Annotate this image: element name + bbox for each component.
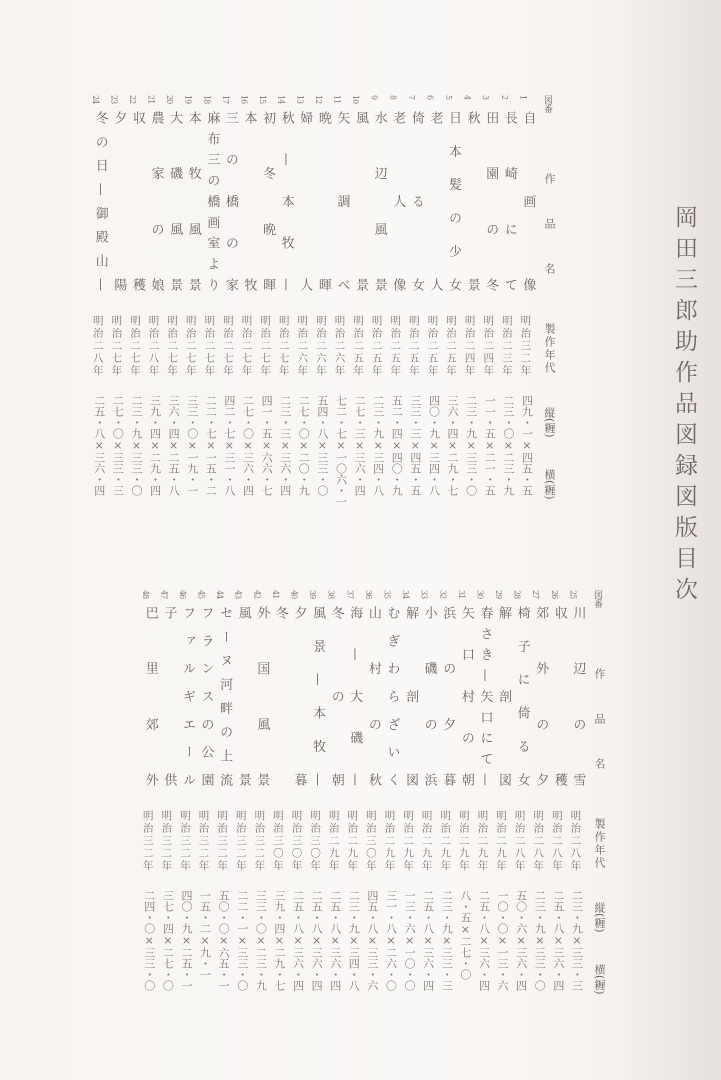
plate-number: 41 [270, 590, 280, 599]
list-item [250, 590, 269, 1010]
dimensions: 一三・六×一〇・〇 [403, 890, 417, 991]
dimensions: 二七・〇×三六・四 [241, 395, 255, 496]
work-title: 郊外の夕 [533, 606, 549, 786]
list-item [423, 95, 442, 515]
production-year: 明治二四年 [482, 315, 495, 378]
work-title: 矢調べ [334, 111, 350, 291]
list-item [163, 95, 182, 515]
list-item [126, 95, 145, 515]
work-title: むぎわらざいく [384, 606, 400, 786]
work-title: 冬の朝 [328, 606, 344, 786]
header-width: 横(糎) [543, 469, 556, 500]
work-title: 小磯の浜 [421, 606, 437, 786]
work-title: 矢口村の朝 [458, 606, 474, 786]
plate-number: 35 [382, 590, 392, 599]
production-year: 明治二八年 [532, 810, 545, 873]
work-title: 自画像 [520, 111, 536, 291]
list-item [238, 95, 257, 515]
list-item [139, 590, 158, 1010]
work-title: 田園の冬 [483, 111, 499, 291]
dimensions: 五四・八×三三・〇 [315, 395, 329, 496]
header-height: 縦(糎) [593, 902, 606, 933]
list-item [399, 590, 418, 1010]
dimensions: 八・五×二七・〇 [458, 890, 472, 980]
plate-list-bottom [139, 590, 613, 1010]
work-title: 浜の夕暮 [440, 606, 456, 786]
plate-number: 7 [406, 95, 416, 100]
header-plate-number: 図番 [592, 590, 602, 608]
dimensions: 五〇・六×三六・四 [514, 890, 528, 991]
work-title: 海—大磯— [347, 606, 363, 786]
list-item [455, 590, 474, 1010]
list-item [566, 590, 585, 1010]
dimensions: 三三・三×四五・五 [408, 395, 422, 496]
plate-number: 31 [456, 590, 466, 599]
plate-number: 15 [258, 95, 268, 104]
dimensions: 二三・九×三四・八 [371, 395, 385, 496]
plate-number: 44 [215, 590, 225, 599]
dimensions: 二三・九×三三・〇 [129, 395, 143, 496]
production-year: 明治二九年 [439, 810, 452, 873]
list-item [269, 590, 288, 1010]
work-title: 老人 [427, 111, 443, 291]
production-year: 明治二七年 [240, 315, 253, 378]
list-item [306, 590, 325, 1010]
list-item [182, 95, 201, 515]
production-year: 明治二七年 [184, 315, 197, 378]
list-item [176, 590, 195, 1010]
dimensions: 二五・八×三六・四 [477, 890, 491, 991]
list-item [492, 590, 511, 1010]
dimensions: 四二・七×三一・八 [222, 395, 236, 496]
list-item [498, 95, 517, 515]
work-title: 老人像 [390, 111, 406, 291]
work-title: 収穫 [129, 111, 145, 291]
list-item [288, 590, 307, 1010]
production-year: 明治三〇年 [290, 810, 303, 873]
dimensions: 二三・九×三三・三 [440, 890, 454, 991]
list-item [312, 95, 331, 515]
list-item [418, 590, 437, 1010]
header-height: 縦(糎) [543, 407, 556, 438]
list-item [325, 590, 344, 1010]
plate-number: 42 [252, 590, 262, 599]
list-item [479, 95, 498, 515]
work-title: 子供 [161, 606, 177, 786]
production-year: 明治三二年 [197, 810, 210, 873]
dimensions: 二七・〇×三三・三 [111, 395, 125, 496]
production-year: 明治二八年 [513, 810, 526, 873]
dimensions: 四九・一×四五・五 [520, 395, 534, 496]
work-title: 巴里郊外 [142, 606, 158, 786]
column-headers [585, 590, 613, 1010]
plate-number: 43 [233, 590, 243, 599]
work-title: 日本髪の少女 [446, 111, 462, 291]
dimensions: 三三・〇×二三・九 [254, 890, 268, 991]
work-title: 川辺の雪 [570, 606, 586, 786]
work-title: 風景—本牧— [310, 606, 326, 786]
plate-number: 29 [494, 590, 504, 599]
work-title: 晩暉 [315, 111, 331, 291]
production-year: 明治二九年 [346, 810, 359, 873]
production-year: 明治三二年 [253, 810, 266, 873]
dimensions: 二三・三×三六・四 [278, 395, 292, 496]
list-item [516, 95, 535, 515]
plate-number: 28 [512, 590, 522, 599]
dimensions: 三九・四×二九・四 [148, 395, 162, 496]
dimensions: 三六・四×二九・七 [446, 395, 460, 496]
dimensions: 二五・八×三六・四 [421, 890, 435, 991]
list-item [157, 590, 176, 1010]
production-year: 明治二六年 [314, 315, 327, 378]
plate-number: 45 [196, 590, 206, 599]
entries-top [89, 95, 535, 515]
plate-number: 47 [159, 590, 169, 599]
plate-list-top [89, 95, 563, 515]
work-title: 秋景 [464, 111, 480, 291]
header-plate-number: 図番 [542, 95, 552, 113]
dimensions: 三一・八×二六・〇 [384, 890, 398, 991]
work-title: 冬 [272, 606, 288, 619]
list-item [275, 95, 294, 515]
dimensions: 一〇・〇×一三・六 [496, 890, 510, 991]
work-title: 麻布三の橋画室より [204, 111, 220, 291]
column-headers [535, 95, 563, 515]
dimensions: 一一・五×二一・五 [483, 395, 497, 496]
plate-number: 25 [568, 590, 578, 599]
list-item [232, 590, 251, 1010]
production-year: 明治二九年 [383, 810, 396, 873]
entries-bottom [139, 590, 585, 1010]
plate-number: 20 [165, 95, 175, 104]
list-item [200, 95, 219, 515]
dimensions: 三九・四×二九・七 [272, 890, 286, 991]
work-title: 長崎にて [501, 111, 517, 291]
plate-number: 46 [177, 590, 187, 599]
dimensions: 二五・八×三六・四 [551, 890, 565, 991]
dimensions: 七二・七×一〇六・一 [334, 395, 348, 507]
work-title: 外国風景 [254, 606, 270, 786]
plate-number: 40 [289, 590, 299, 599]
production-year: 明治二七年 [277, 315, 290, 378]
dimensions: 三七・四×二七・〇 [161, 890, 175, 991]
plate-number: 1 [518, 95, 528, 100]
production-year: 明治二五年 [352, 315, 365, 378]
production-year: 明治二五年 [426, 315, 439, 378]
work-title: 本牧 [241, 111, 257, 291]
list-item [362, 590, 381, 1010]
plate-number: 32 [438, 590, 448, 599]
list-item [529, 590, 548, 1010]
plate-number: 13 [295, 95, 305, 104]
production-year: 明治二五年 [389, 315, 402, 378]
work-title: 秋—本牧— [278, 111, 294, 291]
list-item [293, 95, 312, 515]
plate-number: 27 [531, 590, 541, 599]
work-title: 風景 [353, 111, 369, 291]
production-year: 明治二七年 [203, 315, 216, 378]
dimensions: 二五・八×三六・四 [328, 890, 342, 991]
production-year: 明治二七年 [259, 315, 272, 378]
dimensions: 五〇・〇×六五・一 [217, 890, 231, 991]
work-title: 椅子に倚る女 [514, 606, 530, 786]
plate-number: 26 [549, 590, 559, 599]
production-year: 明治二九年 [457, 810, 470, 873]
page-title: 岡田三郎助作品図録図版目次 [671, 205, 697, 608]
list-item [436, 590, 455, 1010]
production-year: 明治二八年 [550, 810, 563, 873]
work-title: 解剖図 [496, 606, 512, 786]
list-item [442, 95, 461, 515]
dimensions: 二五・八×三六・四 [291, 890, 305, 991]
plate-number: 22 [127, 95, 137, 104]
production-year: 明治二八年 [147, 315, 160, 378]
work-title: 夕陽 [111, 111, 127, 291]
production-year: 明治二三年 [500, 315, 513, 378]
plate-number: 37 [345, 590, 355, 599]
work-title: フランスの公園 [198, 606, 214, 786]
dimensions: 二二・一×三三・〇 [235, 890, 249, 991]
production-year: 明治三二年 [160, 810, 173, 873]
dimensions: 二四・〇×三三・〇 [142, 890, 156, 991]
plate-number: 18 [202, 95, 212, 104]
plate-number: 10 [351, 95, 361, 104]
work-title: 風景 [235, 606, 251, 786]
production-year: 明治三二年 [216, 810, 229, 873]
plate-number: 24 [90, 95, 100, 104]
plate-number: 33 [419, 590, 429, 599]
plate-number: 17 [220, 95, 230, 104]
production-year: 明治二六年 [296, 315, 309, 378]
list-item [107, 95, 126, 515]
work-title: 初冬晩暉 [260, 111, 276, 291]
dimensions: 四一・五×六六・七 [260, 395, 274, 496]
production-year: 明治三二年 [519, 315, 532, 378]
production-year: 明治二四年 [463, 315, 476, 378]
plate-number: 16 [239, 95, 249, 104]
production-year: 明治三二年 [178, 810, 191, 873]
production-year: 明治二六年 [333, 315, 346, 378]
header-year: 製作年代 [543, 323, 556, 375]
list-item [461, 95, 480, 515]
dimensions: 二三・〇×二三・九 [501, 395, 515, 496]
production-year: 明治二八年 [569, 810, 582, 873]
list-item [368, 95, 387, 515]
dimensions: 二五・八×三六・四 [310, 890, 324, 991]
work-title: 水辺風景 [371, 111, 387, 291]
plate-number: 3 [481, 95, 491, 100]
header-work-title: 作品名 [543, 173, 556, 308]
work-title: 収穫 [551, 606, 567, 786]
plate-number: 38 [326, 590, 336, 599]
work-title: 倚る女 [408, 111, 424, 291]
plate-number: 6 [425, 95, 435, 100]
work-title: ファルギエール [179, 606, 195, 786]
production-year: 明治二九年 [495, 810, 508, 873]
list-item [548, 590, 567, 1010]
list-item [89, 95, 108, 515]
list-item [473, 590, 492, 1010]
production-year: 明治二五年 [445, 315, 458, 378]
production-year: 明治二七年 [166, 315, 179, 378]
work-title: 本牧風景 [185, 111, 201, 291]
work-title: 婦人 [297, 111, 313, 291]
work-title: セーヌ河畔の上流 [217, 606, 233, 786]
production-year: 明治二九年 [402, 810, 415, 873]
list-item [386, 95, 405, 515]
plate-number: 48 [140, 590, 150, 599]
work-title: 農家の娘 [148, 111, 164, 291]
dimensions: 二七・三×三六・四 [353, 395, 367, 496]
list-item [511, 590, 530, 1010]
dimensions: 二三・九×三三・三 [570, 890, 584, 991]
plate-number: 21 [146, 95, 156, 104]
production-year: 明治三二年 [141, 810, 154, 873]
list-item [213, 590, 232, 1010]
plate-number: 23 [109, 95, 119, 104]
dimensions: 二三・九×三三・〇 [533, 890, 547, 991]
dimensions: 二二・七×一五・二 [204, 395, 218, 496]
dimensions: 二七・〇×二〇・九 [297, 395, 311, 496]
plate-number: 30 [475, 590, 485, 599]
list-item [145, 95, 164, 515]
plate-number: 11 [332, 95, 342, 104]
list-item [380, 590, 399, 1010]
production-year: 明治二八年 [91, 315, 104, 378]
list-item [256, 95, 275, 515]
header-width: 横(糎) [593, 964, 606, 995]
header-work-title: 作品名 [593, 668, 606, 803]
plate-number: 36 [363, 590, 373, 599]
plate-number: 14 [276, 95, 286, 104]
production-year: 明治二七年 [221, 315, 234, 378]
production-year: 明治二五年 [370, 315, 383, 378]
work-title: 解剖図 [403, 606, 419, 786]
work-title: 山村の秋 [365, 606, 381, 786]
dimensions: 五二・四×四〇・九 [390, 395, 404, 496]
plate-number: 34 [401, 590, 411, 599]
dimensions: 二五・八×三六・四 [92, 395, 106, 496]
plate-number: 2 [499, 95, 509, 100]
list-item [405, 95, 424, 515]
list-item [343, 590, 362, 1010]
production-year: 明治三〇年 [364, 810, 377, 873]
work-title: 冬の日—御殿山— [92, 111, 108, 291]
production-year: 明治三〇年 [309, 810, 322, 873]
plate-number: 4 [462, 95, 472, 100]
work-title: 夕暮 [291, 606, 307, 786]
dimensions: 四〇・九×三四・八 [427, 395, 441, 496]
work-title: 三の橋の家 [222, 111, 238, 291]
dimensions: 三三・〇×一九・一 [185, 395, 199, 496]
dimensions: 二三・九×三四・八 [347, 890, 361, 991]
plate-number: 12 [313, 95, 323, 104]
production-year: 明治二七年 [110, 315, 123, 378]
production-year: 明治二七年 [128, 315, 141, 378]
production-year: 明治二五年 [407, 315, 420, 378]
list-item [219, 95, 238, 515]
list-item [330, 95, 349, 515]
header-year: 製作年代 [593, 818, 606, 870]
production-year: 明治二九年 [327, 810, 340, 873]
production-year: 明治二九年 [420, 810, 433, 873]
work-title: 大磯風景 [167, 111, 183, 291]
list-item [195, 590, 214, 1010]
production-year: 明治二九年 [476, 810, 489, 873]
dimensions: 四五・八×三三・六 [365, 890, 379, 991]
list-item [349, 95, 368, 515]
plate-number: 8 [388, 95, 398, 100]
plate-number: 5 [444, 95, 454, 100]
plate-number: 9 [369, 95, 379, 100]
plate-number: 19 [183, 95, 193, 104]
dimensions: 三六・四×二五・八 [167, 395, 181, 496]
dimensions: 四〇・九×二五・一 [179, 890, 193, 991]
dimensions: 二三・九×三三・〇 [464, 395, 478, 496]
work-title: 春さき—矢口にて— [477, 606, 493, 786]
production-year: 明治三〇年 [271, 810, 284, 873]
plate-number: 39 [308, 590, 318, 599]
production-year: 明治三二年 [234, 810, 247, 873]
dimensions: 一五・二×九・一 [198, 890, 212, 980]
